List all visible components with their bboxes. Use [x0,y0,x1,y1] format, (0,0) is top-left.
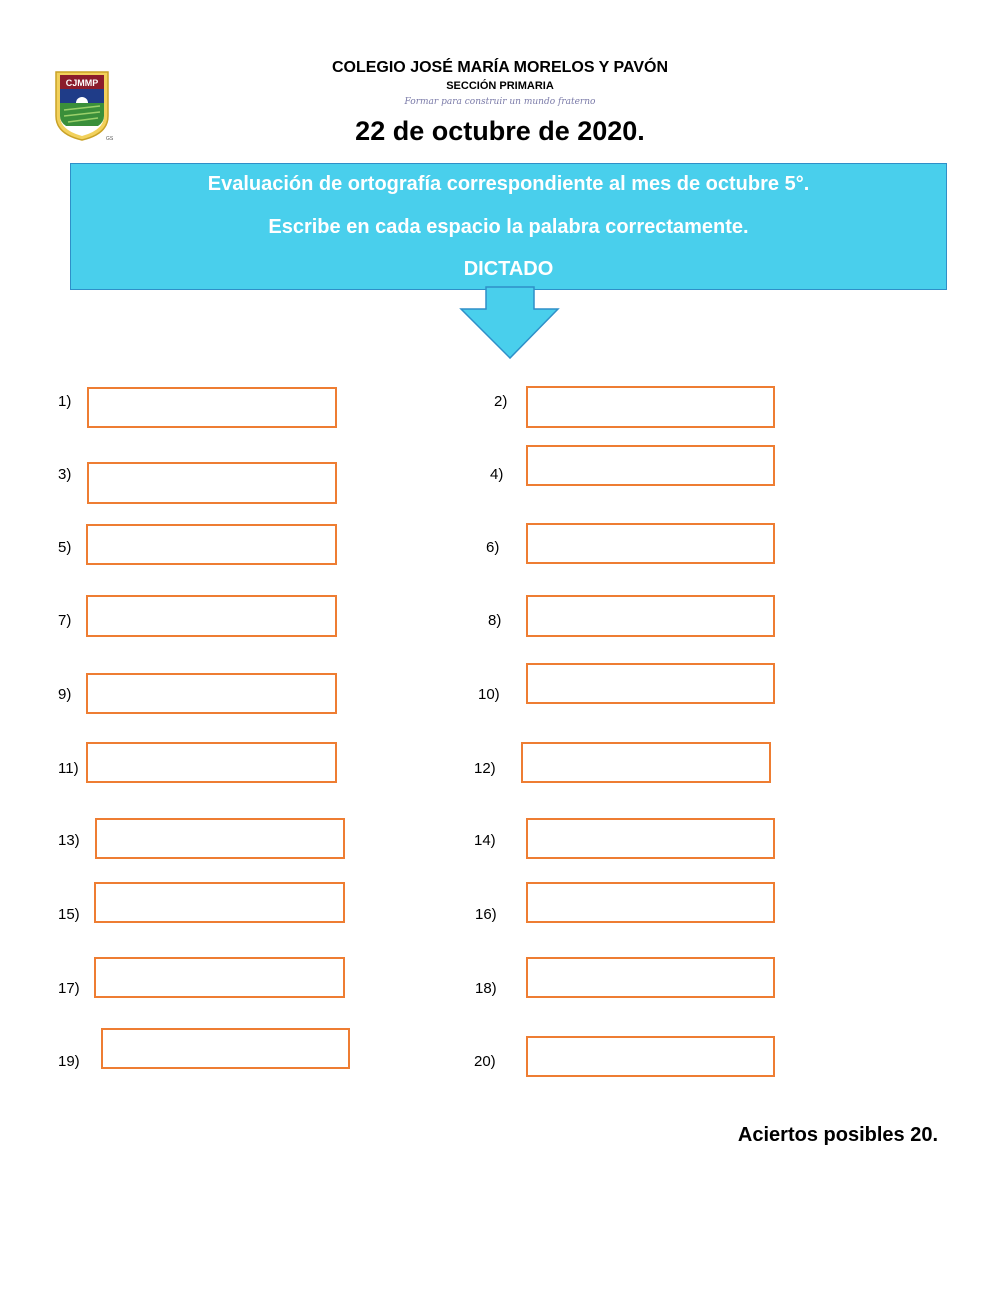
answer-input-8[interactable] [526,595,775,637]
answer-input-2[interactable] [526,386,775,428]
item-number: 19) [58,1053,80,1070]
answer-input-12[interactable] [521,742,771,783]
item-number: 13) [58,832,80,849]
answer-input-15[interactable] [94,882,345,923]
answer-input-7[interactable] [86,595,337,637]
banner-title: Evaluación de ortografía correspondiente al mes de octubre 5°. [207,173,810,195]
answer-input-20[interactable] [526,1036,775,1077]
banner-instruction: Escribe en cada espacio la palabra correctamente. [268,216,749,238]
answer-input-5[interactable] [86,524,337,565]
item-number: 16) [475,906,497,923]
answer-input-17[interactable] [94,957,345,998]
school-name: COLEGIO JOSÉ MARÍA MORELOS Y PAVÓN [331,59,669,76]
item-number: 5) [58,539,72,556]
item-number: 14) [474,832,496,849]
item-number: 1) [58,393,72,410]
item-number: 8) [488,612,502,629]
item-number: 10) [478,686,500,703]
item-number: 12) [474,760,496,777]
item-number: 15) [58,906,80,923]
item-number: 6) [486,539,500,556]
item-number: 4) [490,466,504,483]
answer-input-3[interactable] [87,462,337,504]
possible-score: Aciertos posibles 20. [737,1124,938,1146]
item-number: 3) [58,466,72,483]
school-motto: Formar para construir un mundo fraterno [404,97,596,107]
answer-input-6[interactable] [526,523,775,564]
answer-input-16[interactable] [526,882,775,923]
answer-input-14[interactable] [526,818,775,859]
answer-input-18[interactable] [526,957,775,998]
logo-text: CJMMP [65,78,99,88]
answer-input-9[interactable] [86,673,337,714]
down-arrow-icon [455,286,565,362]
answer-input-1[interactable] [87,387,337,428]
item-number: 9) [58,686,72,703]
item-number: 2) [494,393,508,410]
answer-input-13[interactable] [95,818,345,859]
answer-input-11[interactable] [86,742,337,783]
item-number: 18) [475,980,497,997]
banner-dictado: DICTADO [463,258,554,280]
school-section: SECCIÓN PRIMARIA [446,80,554,92]
item-number: 20) [474,1053,496,1070]
exam-date: 22 de octubre de 2020. [355,116,645,146]
item-number: 7) [58,612,72,629]
answer-input-19[interactable] [101,1028,350,1069]
answer-input-10[interactable] [526,663,775,704]
answer-input-4[interactable] [526,445,775,486]
item-number: 11) [58,760,79,777]
item-number: 17) [58,980,80,997]
svg-text:GS: GS [106,136,114,142]
